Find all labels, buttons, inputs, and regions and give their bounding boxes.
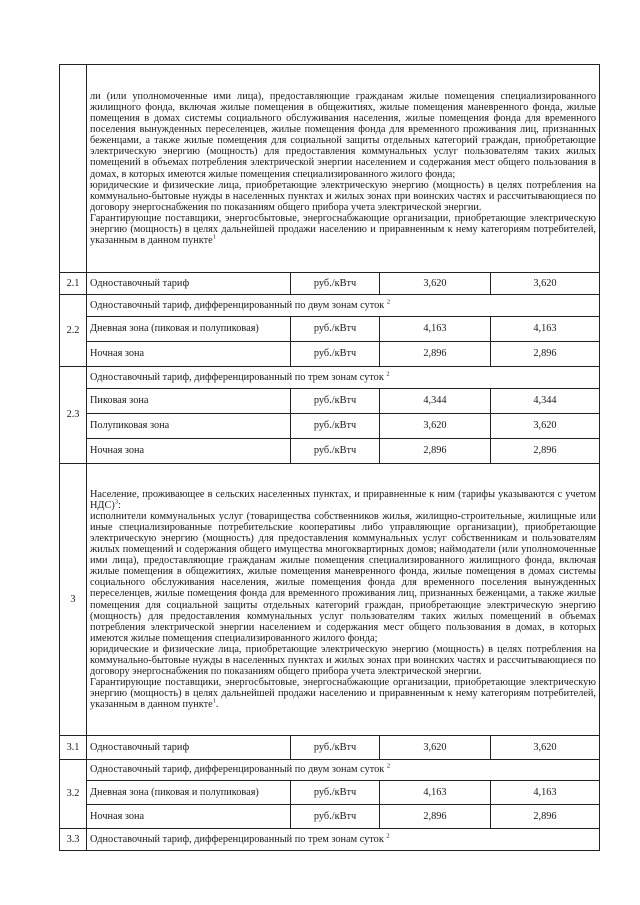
- unit-cell: руб./кВтч: [291, 736, 380, 760]
- tariff-name: Одноставочный тариф: [87, 273, 291, 295]
- value-period-1: 4,163: [380, 317, 491, 342]
- footnote-marker: 2: [386, 298, 391, 306]
- table-row: [60, 389, 600, 414]
- tariff-zone-name: Ночная зона: [87, 439, 291, 464]
- row-number: 3.3: [60, 829, 87, 851]
- section3-paragraph: юридические и физические лица, приобретающие электрическую энергию (мощность) в целях потребления на коммунально-бытовые нужды в населенных пунктах и жилых зонах при воинских частях и рассчитывающиеся по договору энергоснабжения по показаниям общего прибора учета электрической энергии.: [90, 643, 596, 678]
- value-period-2: 2,896: [491, 342, 600, 367]
- row-number: 2.2: [60, 295, 87, 367]
- section3-title: [90, 489, 596, 511]
- unit-cell: руб./кВтч: [291, 414, 380, 439]
- table-row: [60, 295, 600, 317]
- tariff-name: Одноставочный тариф: [87, 736, 291, 760]
- tariff-group-title-text: Одноставочный тариф, дифференцированный по трем зонам суток: [90, 833, 384, 845]
- unit-cell: руб./кВтч: [291, 389, 380, 414]
- section2-intro-row: [60, 65, 600, 273]
- tariff-group-title: [87, 760, 600, 781]
- tariff-zone-name: Пиковая зона: [87, 389, 291, 414]
- value-period-2: 3,620: [491, 273, 600, 295]
- tariff-group-title-text: Одноставочный тариф, дифференцированный по трем зонам суток: [90, 371, 384, 383]
- section3-row: [60, 464, 600, 736]
- section3-title-text: Население, проживающее в сельских населенных пунктах, и приравненные к ним (тарифы указываются с учетом НДС): [90, 488, 596, 511]
- unit-cell: руб./кВтч: [291, 317, 380, 342]
- tariff-group-title: [87, 367, 600, 389]
- tariff-table: [59, 64, 600, 851]
- value-period-1: 2,896: [380, 805, 491, 829]
- value-period-2: 2,896: [491, 439, 600, 464]
- table-row: [60, 414, 600, 439]
- footnote-marker: 1: [212, 697, 216, 705]
- value-period-2: 3,620: [491, 736, 600, 760]
- section2-description: [87, 65, 600, 273]
- tariff-group-title-text: Одноставочный тариф, дифференцированный по двум зонам суток: [90, 764, 385, 776]
- table-row: [60, 317, 600, 342]
- value-period-2: 3,620: [491, 414, 600, 439]
- table-row: [60, 439, 600, 464]
- tariff-group-title-text: Одноставочный тариф, дифференцированный по двум зонам суток: [90, 299, 385, 311]
- value-period-2: 2,896: [491, 805, 600, 829]
- section3-title-suffix: :: [118, 499, 121, 511]
- section2-paragraph: [90, 213, 596, 246]
- table-row: [60, 367, 600, 389]
- table-row: [60, 829, 600, 851]
- value-period-1: 3,620: [380, 273, 491, 295]
- footnote-marker: 2: [386, 370, 390, 378]
- table-row: [60, 736, 600, 760]
- table-row: [60, 781, 600, 805]
- value-period-1: 4,163: [380, 781, 491, 805]
- row-number: 3.1: [60, 736, 87, 760]
- value-period-2: 4,344: [491, 389, 600, 414]
- value-period-1: 3,620: [380, 736, 491, 760]
- row-number: 2.3: [60, 367, 87, 464]
- section3-description: [87, 464, 600, 736]
- section2-paragraph-text: Гарантирующие поставщики, энергосбытовые, энергоснабжающие организации, приобретающие электрическую энергию (мощность) в целях дальнейшей продажи населению и приравненным к нему категориям потребителей, указанным в данном пункте: [90, 212, 596, 247]
- table-row: [60, 805, 600, 829]
- value-period-2: 4,163: [491, 317, 600, 342]
- unit-cell: руб./кВтч: [291, 781, 380, 805]
- unit-cell: руб./кВтч: [291, 439, 380, 464]
- tariff-zone-name: Дневная зона (пиковая и полупиковая): [87, 317, 291, 342]
- value-period-1: 2,896: [380, 439, 491, 464]
- tariff-zone-name: Ночная зона: [87, 805, 291, 829]
- unit-cell: руб./кВтч: [291, 805, 380, 829]
- tariff-zone-name: Полупиковая зона: [87, 414, 291, 439]
- tariff-group-title: [87, 829, 600, 851]
- unit-cell: руб./кВтч: [291, 273, 380, 295]
- footnote-marker: 1: [212, 233, 216, 241]
- value-period-1: 4,344: [380, 389, 491, 414]
- section2-paragraph: ли (или уполномоченные ими лица), предоставляющие гражданам жилые помещения специализированного жилищного фонда, включая жилые помещения в общежитиях, жилые помещения маневренного фонда, жилые помещения в домах системы социального обслуживания населения, жилые помещения фонда для временного поселения вынужденных переселенцев, жилые помещения фонда для временного проживания лиц, признанных беженцами, а также жилые помещения для социальной защиты отдельных категорий граждан, приобретающие электрическую энергию (мощность) для предоставления коммунальных услуг пользователям таких жилых помещений в объемах потребления электрической энергии населением и содержания мест общего пользования в домах, в которых имеются жилые помещения специализированного жилого фонда;: [90, 90, 596, 180]
- unit-cell: руб./кВтч: [291, 342, 380, 367]
- section2-paragraph: юридические и физические лица, приобретающие электрическую энергию (мощность) в целях потребления на коммунально-бытовые нужды в населенных пунктах и жилых зонах при воинских частях и рассчитывающиеся по договору энергоснабжения по показаниям общего прибора учета электрической энергии.: [90, 179, 596, 213]
- value-period-1: 3,620: [380, 414, 491, 439]
- section3-paragraph: [90, 677, 596, 710]
- table-row: [60, 760, 600, 781]
- footnote-marker: 2: [386, 832, 390, 840]
- tariff-group-title: [87, 295, 600, 317]
- table-row: [60, 273, 600, 295]
- footnote-marker: 2: [386, 763, 391, 771]
- row-number: 3.2: [60, 760, 87, 829]
- value-period-1: 2,896: [380, 342, 491, 367]
- section3-paragraph-suffix: .: [215, 699, 219, 711]
- table-row: [60, 342, 600, 367]
- row-number: 2.1: [60, 273, 87, 295]
- row-number: 3: [60, 464, 87, 736]
- section3-paragraph-text: Гарантирующие поставщики, энергосбытовые, энергоснабжающие организации, приобретающие электрическую энергию (мощность) в целях дальнейшей продажи населению и приравненным к нему категориям потребителей, указанным в данном пункте: [90, 677, 596, 711]
- tariff-zone-name: Ночная зона: [87, 342, 291, 367]
- value-period-2: 4,163: [491, 781, 600, 805]
- section3-paragraph: исполнители коммунальных услуг (товарищества собственников жилья, жилищно-строительные, жилищные или иные специализированные потребительские кооперативы либо управляющие организации), приобретающие электрическую энергию (мощность) для предоставления коммунальных услуг собственникам и пользователям жилых помещений и содержания общего имущества многоквартирных домов; наймодатели (или уполномоченные ими лица), предоставляющие гражданам жилые помещения специализированного жилищного фонда, включая жилые помещения в общежитиях, жилые помещения маневренного фонда, жилые помещения в домах системы социального обслуживания населения, жилые помещения фонда для временного поселения вынужденных переселенцев, жилые помещения фонда для временного проживания лиц, признанных беженцами, а также жилые помещения для социальной защиты отдельных категорий граждан, приобретающие электрическую энергию (мощность) для предоставления коммунальных услуг пользователям таких жилых помещений в объемах потребления электрической энергии населением и содержания мест общего пользования в домах, в которых имеются жилые помещения специализированного жилого фонда;: [90, 510, 596, 644]
- footnote-marker: 3: [114, 498, 119, 506]
- tariff-zone-name: Дневная зона (пиковая и полупиковая): [87, 781, 291, 805]
- section2-number-cell: [60, 65, 87, 273]
